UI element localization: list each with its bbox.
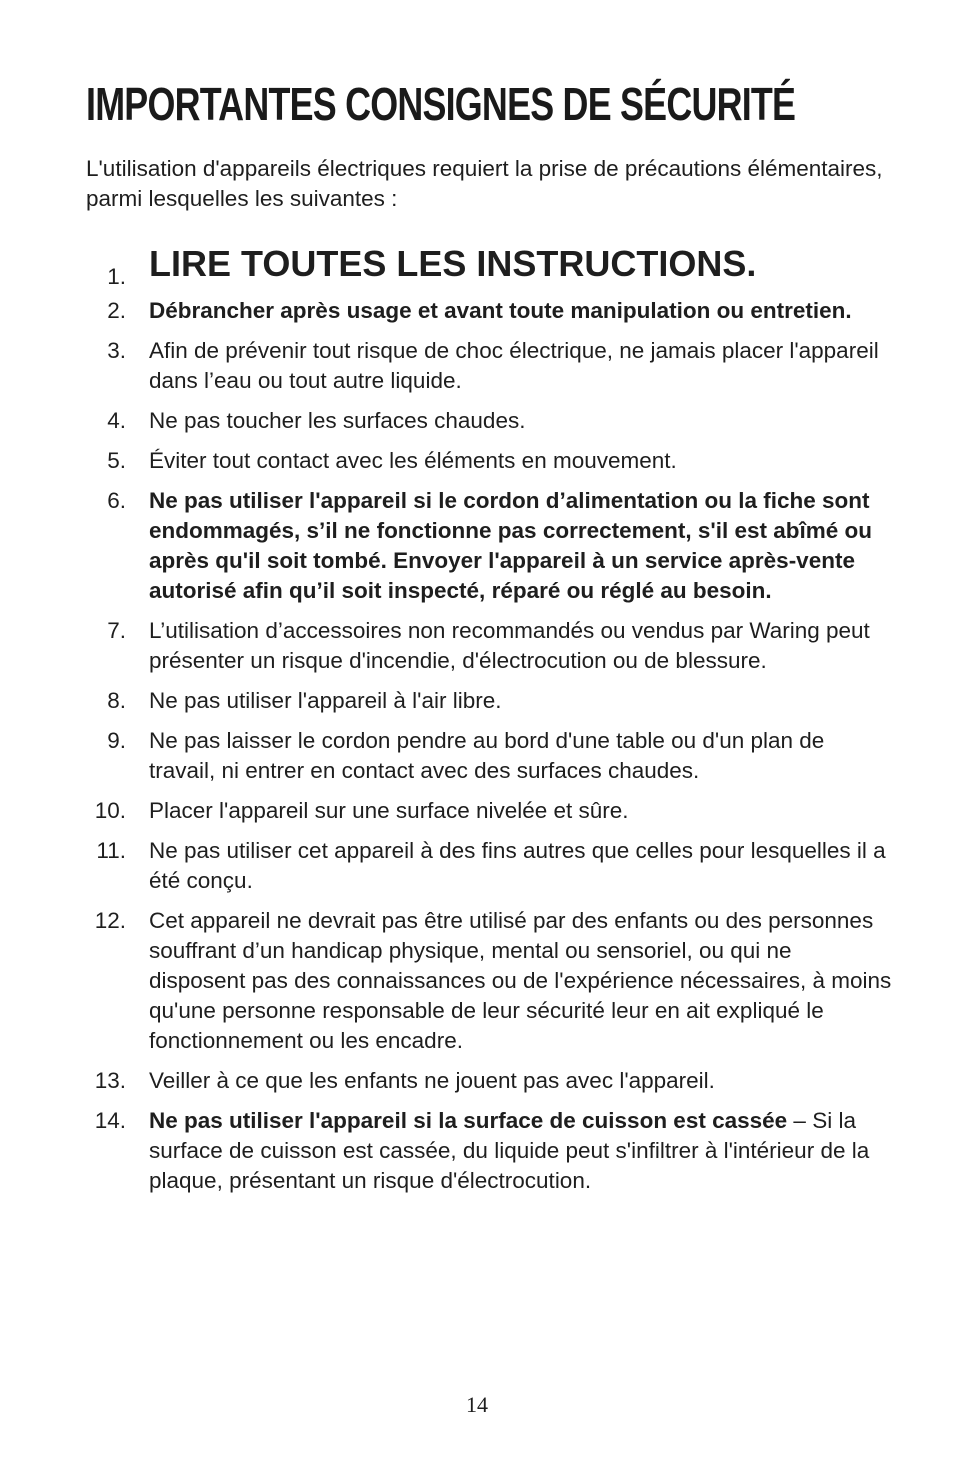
item-text: Placer l'appareil sur une surface nivelée et sûre. — [149, 798, 629, 823]
item-number: 10. — [94, 798, 126, 823]
page-number: 14 — [466, 1392, 488, 1417]
item-number: 5. — [107, 448, 126, 473]
list-item — [0, 906, 954, 1056]
list-item — [0, 1106, 954, 1196]
item-number: 7. — [107, 618, 126, 643]
list-item — [0, 406, 954, 436]
item-number: 14. — [94, 1108, 126, 1133]
item-number: 13. — [94, 1068, 126, 1093]
list-item — [0, 486, 954, 606]
page-title: IMPORTANTES CONSIGNES DE SÉCURITÉ — [86, 78, 796, 130]
item-bold-lead: Ne pas utiliser l'appareil si la surface de cuisson est cassée — [149, 1108, 788, 1133]
item-text: Veiller à ce que les enfants ne jouent pas avec l'appareil. — [149, 1068, 715, 1093]
item-text: LIRE TOUTES LES INSTRUCTIONS. — [149, 243, 757, 284]
safety-instructions-list — [0, 238, 954, 1206]
item-number: 9. — [107, 728, 126, 753]
list-item — [0, 296, 954, 326]
item-number: 3. — [107, 338, 126, 363]
item-number: 6. — [107, 488, 126, 513]
item-number: 4. — [107, 408, 126, 433]
list-item — [0, 836, 954, 896]
item-text: Ne pas toucher les surfaces chaudes. — [149, 408, 526, 433]
item-text: Afin de prévenir tout risque de choc électrique, ne jamais placer l'appareil dans l’eau ou tout autre liquide. — [149, 338, 879, 393]
list-item — [0, 446, 954, 476]
item-number: 1. — [107, 264, 126, 289]
list-item — [0, 336, 954, 396]
item-text: Ne pas utiliser cet appareil à des fins autres que celles pour lesquelles il a été conçu. — [149, 838, 886, 893]
item-number: 8. — [107, 688, 126, 713]
list-item — [0, 1066, 954, 1096]
item-text: L’utilisation d’accessoires non recommandés ou vendus par Waring peut présenter un risque d'incendie, d'électrocution ou de blessure. — [149, 618, 870, 673]
list-item — [0, 796, 954, 826]
list-item — [0, 238, 954, 290]
item-text — [149, 1108, 869, 1193]
item-text: Ne pas utiliser l'appareil si le cordon d’alimentation ou la fiche sont endommagés, s’il ne fonctionne pas correctement, s'il est abîmé ou après qu'il soit tombé. Envoyer l'appareil à un service après-vente autorisé afin qu’il soit inspecté, réparé ou réglé au besoin. — [149, 488, 873, 603]
item-number: 11. — [96, 838, 126, 863]
item-text: Éviter tout contact avec les éléments en mouvement. — [149, 448, 677, 473]
item-rest-text: – Si la surface de cuisson est cassée, du liquide peut s'infiltrer à l'intérieur de la plaque, présentant un risque d'électrocution. — [149, 1108, 870, 1193]
item-number: 12. — [94, 908, 126, 933]
list-item — [0, 616, 954, 676]
list-item — [0, 686, 954, 716]
item-text: Ne pas utiliser l'appareil à l'air libre. — [149, 688, 502, 713]
item-text: Ne pas laisser le cordon pendre au bord d'une table ou d'un plan de travail, ni entrer en contact avec des surfaces chaudes. — [149, 728, 825, 783]
item-text: Débrancher après usage et avant toute manipulation ou entretien. — [149, 298, 852, 323]
item-number: 2. — [107, 298, 126, 323]
list-item — [0, 726, 954, 786]
item-text: Cet appareil ne devrait pas être utilisé par des enfants ou des personnes souffrant d’un handicap physique, mental ou sensoriel, ou qui ne disposent pas des connaissances ou de l'expérience nécessaires, à moins qu'une personne responsable de leur sécurité leur en ait expliqué le fonctionnement ou les encadre. — [149, 908, 892, 1053]
intro-paragraph: L'utilisation d'appareils électriques requiert la prise de précautions élémentaires, parmi lesquelles les suivantes : — [86, 156, 883, 211]
